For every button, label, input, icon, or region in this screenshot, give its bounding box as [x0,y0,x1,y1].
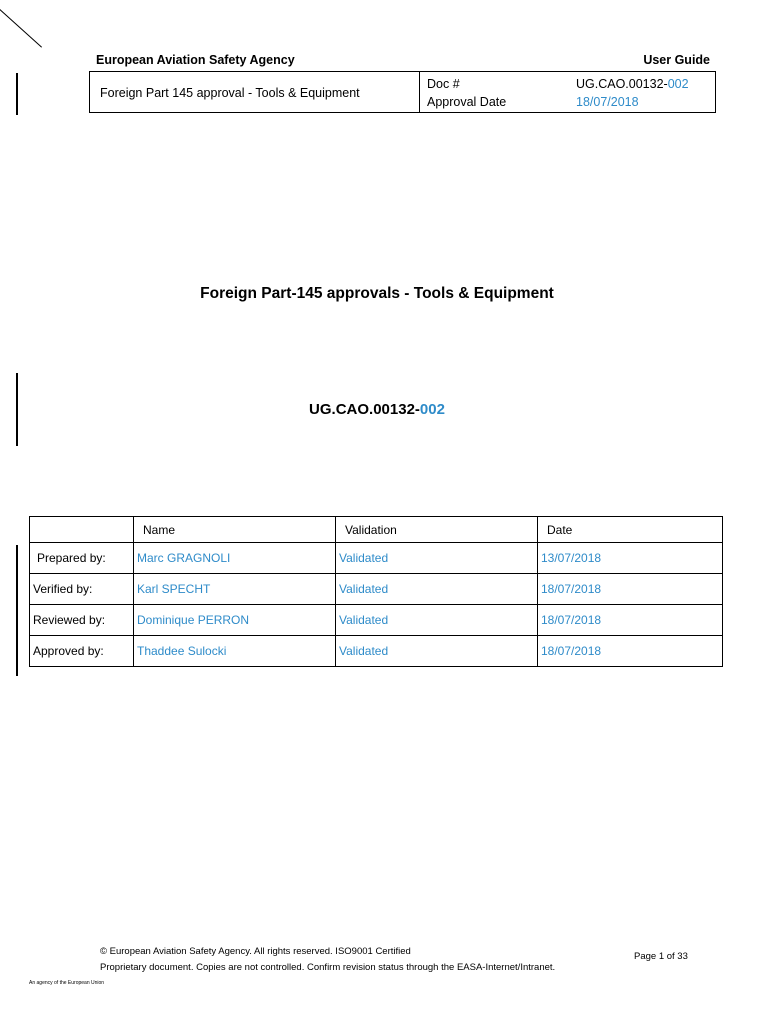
approval-date-value: 18/07/2018 [576,95,639,109]
row-name: Karl SPECHT [134,574,336,605]
agency-note: An agency of the European Union [29,980,105,986]
row-date: 18/07/2018 [538,636,723,667]
doc-number-value [576,77,689,91]
header-top [96,53,710,67]
row-validation: Validated [336,574,538,605]
table-header-date: Date [538,517,723,543]
row-role: Prepared by: [30,543,134,574]
row-date: 13/07/2018 [538,543,723,574]
document-id [0,401,754,418]
footer-proprietary: Proprietary document. Copies are not controlled. Confirm revision status through the EASA-Internet/Intranet. [100,962,556,973]
header-box [89,71,716,113]
row-name: Dominique PERRON [134,605,336,636]
doc-number-label: Doc # [427,77,460,91]
document-id-prefix: UG.CAO.00132- [309,401,420,418]
document-title: Foreign Part-145 approvals - Tools & Equipment [200,285,554,302]
approval-table [29,516,723,667]
table-header-row [30,517,723,543]
doc-type: User Guide [643,53,710,67]
edge-mark [16,545,18,676]
document-id-version: 002 [419,401,445,418]
header-subject: Foreign Part 145 approval - Tools & Equipment [90,72,420,112]
corner-crop-mark [0,0,42,48]
table-row [30,636,723,667]
page-number: Page 1 of 33 [634,951,688,962]
table-header-empty [30,517,134,543]
table-header-validation: Validation [336,517,538,543]
doc-number-version: 002 [667,77,689,91]
table-row [30,574,723,605]
footer-copyright: © European Aviation Safety Agency. All rights reserved. ISO9001 Certified [100,946,411,957]
agency-name: European Aviation Safety Agency [96,53,295,67]
row-role: Approved by: [30,636,134,667]
row-role: Verified by: [30,574,134,605]
table-row [30,605,723,636]
row-validation: Validated [336,543,538,574]
row-validation: Validated [336,605,538,636]
table-row [30,543,723,574]
edge-mark [16,73,18,115]
doc-number-prefix: UG.CAO.00132- [576,77,668,91]
approval-date-label: Approval Date [427,95,507,109]
footer-notice [100,944,555,976]
row-name: Marc GRAGNOLI [134,543,336,574]
row-date: 18/07/2018 [538,605,723,636]
row-validation: Validated [336,636,538,667]
row-date: 18/07/2018 [538,574,723,605]
row-name: Thaddee Sulocki [134,636,336,667]
row-role: Reviewed by: [30,605,134,636]
table-header-name: Name [134,517,336,543]
